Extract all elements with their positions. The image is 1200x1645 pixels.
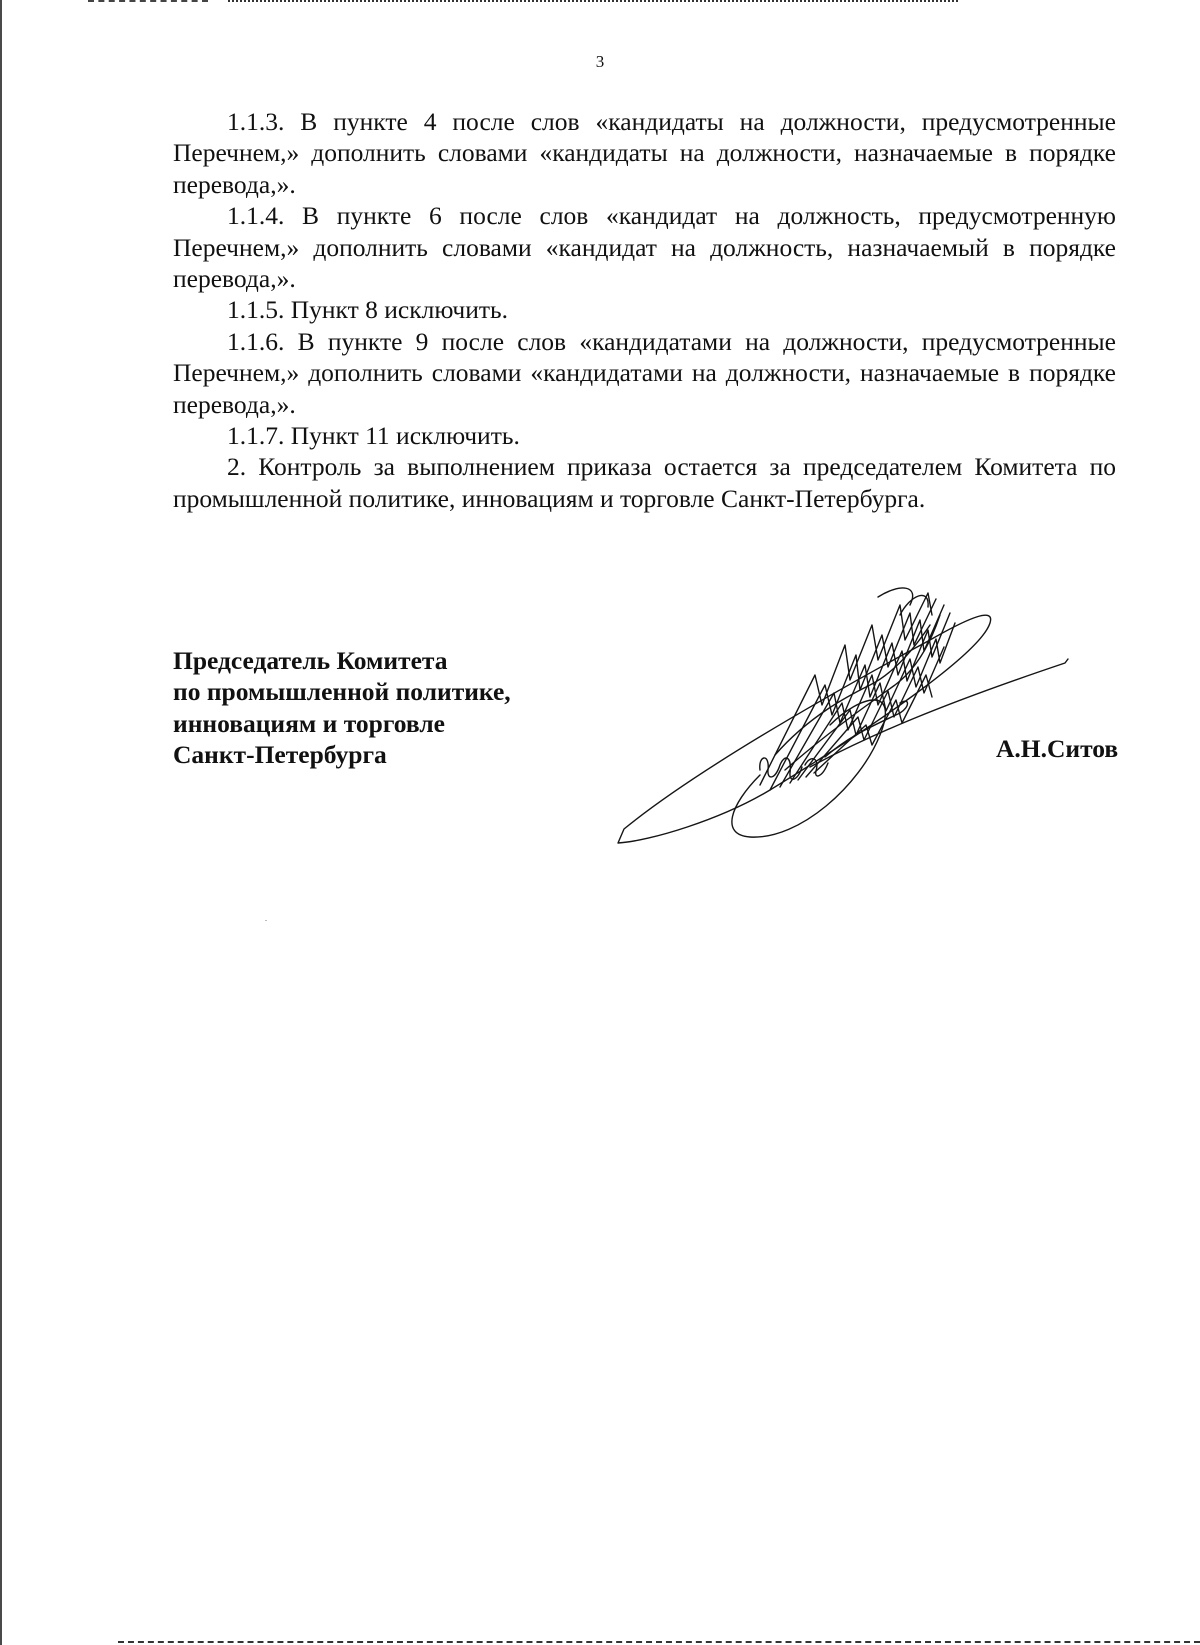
signatory-title-line: по промышленной политике, (173, 677, 511, 707)
paragraph-1-1-7: 1.1.7. Пункт 11 исключить. (227, 421, 520, 451)
paragraph-2: 2. Контроль за выполнением приказа остается за председателем Комитета по промышленной политике, инновациям и торговле Санкт-Петербурга. (173, 452, 1116, 513)
scan-artifact-top (228, 0, 958, 2)
document-body (173, 106, 1116, 514)
paragraph-1-1-6: 1.1.6. В пункте 9 после слов «кандидатами на должности, предусмотренные Перечнем,» дополнить словами «кандидатами на должности, назначаемые в порядке перевода,». (173, 326, 1116, 419)
signatory-title-line: инновациям и торговле (173, 708, 445, 738)
signatory-title (173, 645, 511, 771)
signatory-name: А.Н.Ситов (996, 734, 1119, 763)
scan-edge (0, 0, 2, 1645)
signatory-title-line: Санкт-Петербурга (173, 740, 387, 770)
paragraph-1-1-4: 1.1.4. В пункте 6 после слов «кандидат на должность, предусмотренную Перечнем,» дополнить словами «кандидат на должность, назначаемый в порядке перевода,». (173, 201, 1116, 294)
scan-speck (265, 920, 267, 921)
paragraph-1-1-5: 1.1.5. Пункт 8 исключить. (227, 295, 509, 325)
handwritten-signature (610, 585, 1080, 850)
scan-artifact-bottom (118, 1641, 1200, 1643)
scan-artifact-top-left (88, 0, 208, 2)
signatory-title-line: Председатель Комитета (173, 646, 448, 675)
paragraph-1-1-3: 1.1.3. В пункте 4 после слов «кандидаты на должности, предусмотренные Перечнем,» дополнить словами «кандидаты на должности, назначаемые в порядке перевода,». (173, 107, 1116, 199)
page-number: 3 (595, 52, 605, 71)
